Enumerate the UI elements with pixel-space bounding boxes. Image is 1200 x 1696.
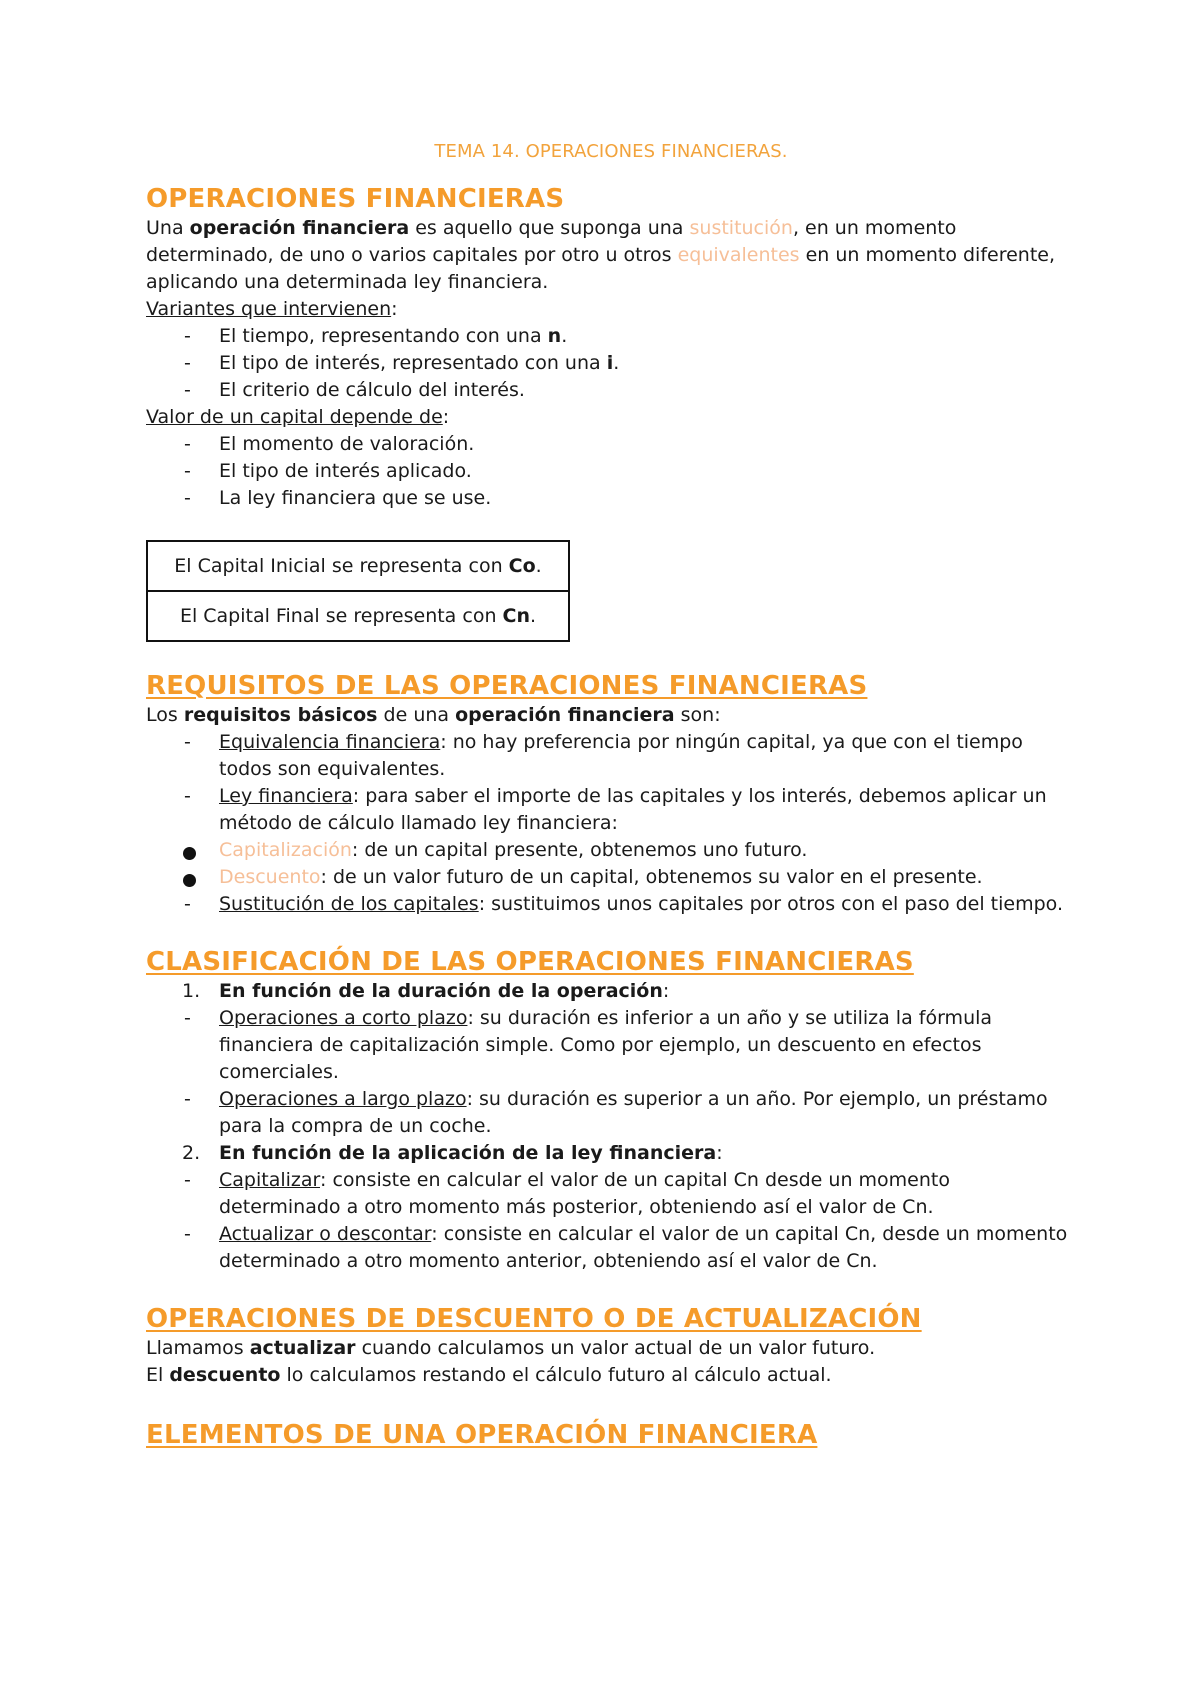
list-item: - El momento de valoración.	[146, 431, 1076, 458]
table-cell: El Capital Final se representa con Cn.	[147, 591, 569, 641]
plazo-list	[146, 1005, 1076, 1140]
clasificacion-group-2	[146, 1140, 1076, 1167]
list-item: - El tiempo, representando con una n.	[146, 323, 1076, 350]
variantes-list	[146, 323, 1076, 404]
clasificacion-group-1	[146, 978, 1076, 1005]
list-item: - Operaciones a largo plazo: su duración es superior a un año. Por ejemplo, un préstamo para la compra de un coche.	[146, 1086, 1076, 1140]
list-item: Capitalización: de un capital presente, obtenemos uno futuro.	[146, 837, 1076, 864]
requisitos-list	[146, 729, 1076, 918]
ley-financiera-sublist	[146, 837, 1076, 891]
list-item: - Ley financiera: para saber el importe de las capitales y los interés, debemos aplicar un método de cálculo llamado ley financiera: Capitalización: de un capital presente, obtenemos uno futuro. Descuento: de un valor futuro de un capital, obtenemos su valor en el presente.	[146, 783, 1076, 891]
list-item: - El tipo de interés aplicado.	[146, 458, 1076, 485]
heading-requisitos: REQUISITOS DE LAS OPERACIONES FINANCIERAS	[146, 671, 868, 701]
list-item: Descuento: de un valor futuro de un capital, obtenemos su valor en el presente.	[146, 864, 1076, 891]
heading-elementos: ELEMENTOS DE UNA OPERACIÓN FINANCIERA	[146, 1420, 818, 1450]
list-item: - El criterio de cálculo del interés.	[146, 377, 1076, 404]
list-item: - El tipo de interés, representado con una i.	[146, 350, 1076, 377]
heading-operaciones-financieras: OPERACIONES FINANCIERAS	[146, 184, 565, 214]
descuento-line: El descuento lo calculamos restando el cálculo futuro al cálculo actual.	[146, 1364, 832, 1386]
definition-paragraph: Una operación financiera es aquello que suponga una sustitución, en un momento determinado, de uno o varios capitales por otro u otros equivalentes en un momento diferente, aplicando una determinada ley financiera.	[146, 217, 1056, 293]
aplicacion-list	[146, 1167, 1076, 1275]
document-title: TEMA 14. OPERACIONES FINANCIERAS.	[434, 141, 788, 162]
valor-label-line: Valor de un capital depende de:	[146, 406, 450, 428]
heading-descuento: OPERACIONES DE DESCUENTO O DE ACTUALIZACIÓN	[146, 1304, 922, 1334]
requisitos-intro: Los requisitos básicos de una operación financiera son:	[146, 704, 721, 726]
list-item: 1. En función de la duración de la operación:	[182, 980, 670, 1002]
variantes-label-line: Variantes que intervienen:	[146, 298, 398, 320]
actualizar-line: Llamamos actualizar cuando calculamos un valor actual de un valor futuro.	[146, 1337, 876, 1359]
table-row	[147, 541, 569, 591]
capital-table	[146, 540, 570, 642]
valor-list	[146, 431, 1076, 512]
document-body	[146, 138, 1076, 1451]
list-item: - Actualizar o descontar: consiste en calcular el valor de un capital Cn, desde un momento determinado a otro momento anterior, obteniendo así el valor de Cn.	[146, 1221, 1076, 1275]
table-row	[147, 591, 569, 641]
table-cell: El Capital Inicial se representa con Co.	[147, 541, 569, 591]
list-item: 2. En función de la aplicación de la ley financiera:	[182, 1142, 723, 1164]
list-item: - La ley financiera que se use.	[146, 485, 1076, 512]
list-item: - Operaciones a corto plazo: su duración es inferior a un año y se utiliza la fórmula financiera de capitalización simple. Como por ejemplo, un descuento en efectos comerciales.	[146, 1005, 1076, 1086]
list-item: - Capitalizar: consiste en calcular el valor de un capital Cn desde un momento determinado a otro momento más posterior, obteniendo así el valor de Cn.	[146, 1167, 1076, 1221]
heading-clasificacion: CLASIFICACIÓN DE LAS OPERACIONES FINANCIERAS	[146, 947, 914, 977]
list-item: - Sustitución de los capitales: sustituimos unos capitales por otros con el paso del tiempo.	[146, 891, 1076, 918]
list-item: - Equivalencia financiera: no hay preferencia por ningún capital, ya que con el tiempo todos son equivalentes.	[146, 729, 1076, 783]
